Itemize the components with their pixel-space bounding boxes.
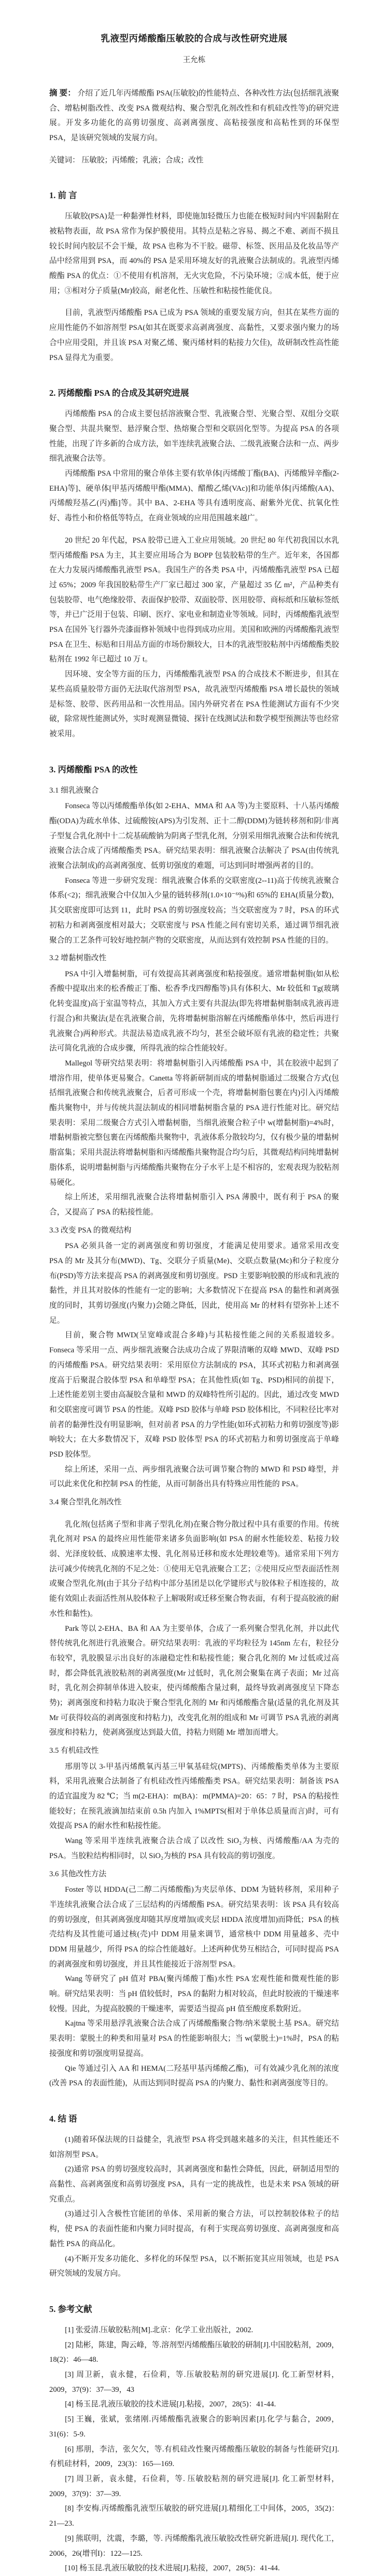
- paragraph: Foster 等以 HDDA(己二醇二丙烯酸酯)为夹层单体、DDM 为链转移剂，采用种子半连续乳液聚合法合成了三层结构的丙烯酸酯 PSA。研究结果表明：该 PSA 具有较高的剪切强度，但其剥离强度却随其厚度增加(或夹层 HDDA 浓度增加)而降低；PSA 的核壳结构及其性能可通过核(壳)中 DDM 用量来调节，通常核中 DDM 用量越多、壳中 DDM 用量越少，所得 PSA 的综合性能越好。上述两种优势互相结合，可同时提高 PSA 的剥离强度和剪切强度，并且其性能接近于溶剂型 PSA。: [49, 1886, 339, 1969]
- paragraph: Qie 等通过引入 AA 和 HEMA(二羟基甲基丙烯酸乙酯)，可有效减少乳化剂的浓度(改善 PSA 的表面性能)，从而达到同时提高 PSA 的内聚力、黏性和剥离强度等目的。: [49, 2064, 339, 2088]
- subsection-heading: 3.5 有机硅改性: [49, 1747, 99, 1755]
- paragraph: (3)通过引入含极性官能团的单体、采用新的聚合方法，可以控制胶体粒子的结构，使 PSA 的表面性能和内聚力同时提高，有利于实现高剪切强度、高剥离强度和高黏性 PSA 的商品化。: [49, 2210, 339, 2248]
- reference-item: [8] 李安梅.丙烯酸酯乳液型压敏胶的研究进展[J].精细化工中间体，2005，35(2)：21—23.: [49, 2504, 339, 2528]
- subsection-heading: 3.3 改变 PSA 的微观结构: [49, 1226, 132, 1235]
- reference-item: [1] 张爱清.压敏胶粘剂[M].北京：化学工业出版社，2002.: [65, 2325, 254, 2334]
- keywords-label: 关键词：: [49, 156, 80, 164]
- reference-item: [5] 王巍，张斌，张绪刚.丙烯酸酯乳液聚合的影响因素[J].化学与黏合，2009，31(6)：5-9.: [49, 2415, 339, 2439]
- section-heading: 5. 参考文献: [49, 2304, 92, 2314]
- paragraph: Wang 等采用半连续乳液聚合法合成了以改性 SiO₂为核、丙烯酸酯/AA 为壳的 PSA。当胶粒结构相同时，以 SiO₂为核的 PSA 具有较高的剪切强度。: [49, 1837, 339, 1860]
- section-heading: 4. 结 语: [49, 2113, 77, 2124]
- subsection-heading: 3.6 其他改性方法: [49, 1869, 107, 1878]
- paper-title: 乳液型丙烯酸酯压敏胶的合成与改性研究进展: [101, 33, 288, 44]
- article-body: [49, 189, 339, 2576]
- paragraph: Park 等以 2-EHA、BA 和 AA 为主要单体，合成了一系列聚合型乳化剂，并以此代替传统乳化剂进行乳液聚合。研究结果表明：乳液的平均粒径为 145nm 左右，粒径分布较窄，乳胶膜显示出良好的冻融稳定性和粘接性能；聚合乳化剂的 Mr 过低或过高时，都会降低乳液胶粘剂的剥离强度(Mr 过低时，乳化剂会聚集在离子表面；Mr 过高时，乳化剂会抑制单体进入胶束，使丙烯酸酯含量过剩，最终导致剥离强度呈下降态势)；剥离强度和持粘力取决于聚合型乳化剂的 Mr 和丙烯酸酯含量(适量的乳化剂及其 Mr 可获得较高的剥离强度和持粘力)，改变乳化剂的组成和 Mr 可调节 PSA 乳液的剥离强度和持粘力，使剥离强度达到最大值，持粘力则随 Mr 增加而增大。: [49, 1624, 339, 1737]
- reference-item: [2] 陆彬，陈建，陶云峰，等.溶剂型丙烯酸酯压敏胶的研制[J].中国胶粘剂，2009，18(2)：46—48.: [49, 2340, 339, 2364]
- paragraph: Fonseca 等以丙烯酸酯单体(如 2-EHA、MMA 和 AA 等)为主要原料、十八基丙烯酸酯(ODA)为疏水单体、过硫酸铵(APS)为引发剂、正十二醇(DDM)为链转移剂和阴/非离子型复合乳化剂中十二烷基硫酸钠为阴离子型乳化剂，分别采用细乳液聚合法和传统乳液聚合法合成了丙烯酸酯类 PSA。研究结果表明：细乳液聚合法解决了 PSA(由传统乳液聚合法制成)的高剥离强度、低剪切强度的难题，可达到同时增强两者的目的。: [49, 802, 339, 870]
- paragraph: 综上所述，采用一点、两步细乳液聚合法可调节聚合物的 MWD 和 PSD 峰型，并可以此来优化和控制 PSA 的性能，从而可制备出具有特殊应用性能的 PSA。: [49, 1465, 339, 1489]
- subsection-heading: 3.4 聚合型乳化剂改性: [49, 1498, 122, 1507]
- reference-item: [3] 周卫新，袁永健，石俭莉，等.压敏胶粘剂的研究进展[J]. 化工新型材料，2009，37(9)：37—39，43: [49, 2371, 339, 2394]
- keywords-text: 压敏胶；丙烯酸；乳液；合成；改性: [81, 156, 204, 164]
- reference-item: [9] 熊联明，沈震，李璐，等. 丙烯酸酯乳液压敏胶改性研究新进展[J]. 现代化工，2006，26(增刊I)：122—125.: [49, 2534, 339, 2558]
- reference-item: [4] 杨玉昆.乳液压敏胶的技术进展[J].粘接，2007，28(5)：41-44.: [65, 2400, 276, 2409]
- paragraph: Mallegol 等研究结果表明：将增黏树脂引入丙烯酸酯 PSA 中，其在胶液中起到了增溶作用，使单体更易聚合。Canetta 等将新研制而成的增黏树脂通过二级聚合方式(包括细乳液聚合和传统乳液聚合，后者可形成一个壳，将增黏树脂包裹在内)引入丙烯酸酯共聚物中，并与传统共混法制成的相同增黏树脂含量的 PSA 进行性能对比。研究结果表明：采用二级聚合方式引入增黏树脂，当细乳液聚合粒子中 w(增黏树脂)=4%时，增黏树脂被完整包裹在丙烯酸酯共聚物中，乳液体系分散较均匀，仅有极少量的增黏树脂富集；采用共混法将增黏树脂和丙烯酸酯共聚物混合均匀后，其微观结构同纯增黏树脂体系，说明增黏树脂与丙烯酸酯共聚物在分子水平上是不相容的，宏观表现为胶粘剂易硬化。: [49, 1059, 339, 1187]
- reference-item: [6] 邢朋，李洁，张欠欠，等.有机硅改性聚丙烯酸酯压敏胶的制备与性能研究[J]. 有机硅材料，2009，23(3)：165—169.: [49, 2445, 339, 2469]
- section-heading: 2. 丙烯酸酯 PSA 的合成及其研究进展: [49, 388, 189, 398]
- paragraph: (1)随着环保法规的日益健全，乳液型 PSA 将受到越来越多的关注，但其性能还不如溶剂型 PSA。: [49, 2135, 339, 2159]
- abstract-label: 摘 要：: [49, 89, 76, 98]
- reference-item: [10] 杨玉昆.乳液压敏胶的技术进展[J].粘接，2007，28(5)：41-44.: [65, 2564, 280, 2573]
- paragraph: 邢朋等以 3-甲基丙烯酰氧丙基三甲氧基硅烷(MPTS)、丙烯酸酯类单体为主要原料，采用乳液聚合法制备了有机硅改性丙烯酸酯类 PSA。研究结果表明：制备该 PSA 的适宜温度为 82 ℃；当 m(2-EHA)：m(BA)：m(PMMA)=20：65：7 时，PSA 的粘接性能较好；在预乳液滴加结束前 0.5h 内加入 1%MPTS(相对于单体总质量而言)时，可有效提高 PSA 的耐水性和粘接性能。: [49, 1762, 339, 1831]
- paragraph: PSA 中引入增黏树脂，可有效提高其剥离强度和粘接强度。通常增黏树脂(如从松香酸中提取出来的松香酸正丁酯、松香季戊四醇酯等)具有体积大、Mr 较低和 Tg(玻璃化转变温度)高于室温等特点，其加入方式主要有共混法(即先将增黏树脂制成乳液再进行混合)和共聚法(是在乳液聚合前，先将增黏树脂溶解在丙烯酸酯单体中，然后再进行乳液聚合)两种形式。共混法易造成乳液不均匀，甚至会破坏原有乳液的稳定性；共聚法可简化乳液的合成步骤，所得乳液的综合性能较好。: [49, 970, 339, 1053]
- section-heading: 1. 前 言: [49, 190, 77, 201]
- keywords: [49, 153, 339, 168]
- subsection-heading: 3.1 细乳液聚合: [49, 786, 99, 795]
- paragraph: 丙烯酸酯 PSA 的合成主要包括溶液聚合型、乳液聚合型、光聚合型、双组分交联聚合型、共混共聚型、悬浮聚合型、热熔聚合型和交联固化型等。为提高 PSA 的各项性能，出现了许多新的合成方法，如半连续乳液聚合法、二级乳液聚合法和一点、两步细乳液聚合法等。: [49, 410, 339, 463]
- paragraph: 因环境、安全等方面的压力，丙烯酸酯乳液型 PSA 的合成技术不断进步，但其在某些高质量胶带方面仍无法取代溶剂型 PSA，故乳液型丙烯酸酯 PSA 增长最快的领域是标签、胶带、医药用品和一次性用品。国内外研究者在 PSA 性能测试方面有不少突破，除常规性能测试外，实时观测显微镜、探针在线测试法和数学模型预测法等也经常被采用。: [49, 670, 339, 738]
- paragraph: 目前，聚合物 MWD(呈宽峰或混合多峰)与其粘接性能之间的关系报道较多。Fonseca 等采用一点、两步细乳液聚合法成功合成了界限清晰的双峰 MWD、双峰 PSD 的丙烯酸酯 PSA。研究结果表明：采用原位方法制成的 PSA，其环式初粘力和剥离强度高于后聚混合胶体型 PSA 和单峰型 PSA；在其他性质(如 Tg、PSD)相同的前提下，上述性能差别主要由高凝胶含量和 MWD 的双峰特性所引起的。因此，通过改变 MWD 和交联密度可调节 PSA 的性能。双峰 PSD 胶体与单峰 PSD 胶体相比，不同粒径比率对前者的黏弹性没有明显影响，但对前者 PSA 的力学性能(如环式初粘力和剪切强度等)影响较大；在大多数情况下，双峰 PSD 胶体型 PSA 的环式初粘力和剪切强度高于单峰 PSD 胶体型。: [49, 1331, 339, 1459]
- paper-author: 王允栋: [182, 56, 206, 64]
- paragraph: 丙烯酸酯 PSA 中常用的聚合单体主要有软单体[丙烯酸丁酯(BA)、丙烯酸异辛酯(2-EHA)等]、硬单体[甲基丙烯酸甲酯(MMA)、醋酸乙烯(VAc)]和功能单体[丙烯酸(AA)、丙烯酸羟基乙(丙)酯]等。其中 BA、2-EHA 等具有透明度高、耐紫外光优、抗氧化性好、毒性小和价格低等特点，在商业领域的应用范围越来越广。: [49, 469, 339, 523]
- paragraph: (2)通常 PSA 的剪切强度较高时，其剥离强度和黏性会降低，因此，研制适用型的高黏性、高剥离强度和高剪切强度 PSA，具有一定的挑战性，也是未来 PSA 领域的研究重点。: [49, 2165, 339, 2204]
- paragraph: 目前，乳液型丙烯酸酯 PSA 已成为 PSA 领域的重要发展方向，但其在某些方面的应用性能仍不如溶剂型 PSA(如其在既要求高剥离强度、高黏性，又要求强内聚力的场合中应用受阻，并且该 PSA 对聚乙烯、聚丙烯材料的粘接力欠佳)，故研制改性高性能 PSA 显得尤为重要。: [49, 309, 339, 362]
- paragraph: (4)不断开发多功能化、多样化的环保型 PSA，以不断拓宽其应用领域，也是 PSA 研究领域的发展方向。: [49, 2254, 339, 2278]
- paragraph: 压敏胶(PSA)是一种黏弹性材料，即使施加轻微压力也能在极短时间内牢固黏附在被粘物表面，故 PSA 常作为保护膜使用。其特点是粘之容易、揭之不难、剥而不损且较长时间内胶层不会干燥，故 PSA 也称为不干胶。磁带、标签、医用品及化妆品等产品中经常用到 PSA，而 40%的 PSA 是采用环境友好的乳液聚合法制成的。乳液型丙烯酸酯 PSA 的优点：①不使用有机溶剂，无火灾危险，不污染环境；②成本低，便于应用；③相对分子质量(Mr)较高，耐老化性、压敏性和粘接性能优良。: [49, 212, 339, 295]
- section-heading: 3. 丙烯酸酯 PSA 的改性: [49, 764, 138, 774]
- paragraph: 20 世纪 20 年代起，PSA 胶带已进入工业应用领域。20 世纪 80 年代初我国以水乳型丙烯酸酯 PSA 为主，其主要应用场合为 BOPP 包装胶粘带的生产。近年来，各国都在大力发展丙烯酸酯乳液型 PSA。我国生产的各类 PSA 中，丙烯酸酯乳液型 PSA 已超过 65%；2009 年我国胶粘带生产厂家已超过 300 家，产量超过 35 亿 m²，产品种类有包装胶带、电气绝缘胶带、表面保护胶带、双面胶带、医用胶带、商标纸和压敏标签纸等，并已广泛用于包装、印刷、医疗、家电业和制造业等领域。同时，丙烯酸酯乳液型 PSA 在国外飞行器外壳漆面修补领域中也得到成功应用。美国和欧洲的丙烯酸酯乳液型 PSA 在卫生、标贴和日用品方面的市场份额较大，日本的乳液型胶粘剂中丙烯酸酯类胶粘剂在 1992 年已超过 10 万 t。: [49, 536, 339, 664]
- abstract-text: 介绍了近几年丙烯酸酯 PSA(压敏胶)的性能特点、各种改性方法(包括细乳液聚合、增粘树脂改性、改变 PSA 微观结构、聚合型乳化剂改性和有机硅改性等)的研究进展。开发多功能化的高剪切强度、高剥离强度、高粘接强度和高粘性到的环保型 PSA，是该研究领域的发展方向。: [49, 89, 340, 142]
- paragraph: Wang 等研究了 pH 值对 PBA(聚丙烯酸丁酯)水性 PSA 宏观性能和微观性能的影响。研究结果表明：当 pH 值较低时，PSA 的黏附力相对较高，但此时胶液的干燥速率较慢。因此，为提高胶膜的干燥速率，需要适当提高 pH 值至酸度系数附近。: [49, 1975, 339, 2013]
- abstract: [49, 86, 339, 145]
- reference-item: [7] 周卫新，袁永健，石俭莉，等. 压敏胶粘剂的研究进展[J]. 化工新型材料，2009，37(9)：37—39.: [49, 2475, 339, 2498]
- subsection-heading: 3.2 增黏树脂改性: [49, 954, 107, 963]
- paragraph: 综上所述，采用细乳液聚合法将增黏树脂引入 PSA 薄膜中，既有利于 PSA 的聚合，又提高了 PSA 的粘接性能。: [49, 1193, 339, 1216]
- paragraph: Kajtna 等采用悬浮乳液聚合法合成了丙烯酸酯聚合物/纳米蒙脱土基 PSA。研究结果表明：蒙脱土的种类和用量对 PSA 的性能影响很大；当 w(蒙脱土)=1%时，PSA 的粘接强度和剪切强度明显提高。: [49, 2019, 339, 2058]
- paragraph: PSA 必须具备一定的剥离强度和剪切强度，才能满足使用要求。通常采用改变 PSA 的 Mr 及其分布(MWD)、Tg、交联分子质量(Me)、交联点数量(Mc)和分子粒度分布(PSD)等方法来提高 PSA 的剥离强度和剪切强度。PSD 主要影响胶膜的形成和乳液的黏性，并且其对胶体的性能有一定的影响；大多数情况下在提高 PSA 的黏性和剥离强度的同时，其剪切强度(内聚力)会随之降低，因此，使用高 Mr 的材料有望弥补上述不足。: [49, 1242, 339, 1325]
- paragraph: 乳化剂(包括离子型和非离子型乳化剂)在聚合物分散过程中具有重要的作用。传统乳化剂对 PSA 的最终应用性能带来诸多负面影响(如 PSA 的耐水性能较差、粘接力较弱、光泽度较低、成膜速率太慢、乳化剂易迁移和废水处理较难等)。通常采用下列方法可减少传统乳化剂的不足之处：①使用无皂乳液聚合工艺；②使用反应型表面活性剂或聚合型乳化剂(由于其分子结构中部分基团是以化学键形式与胶体粒子相连接的，故能有效阻止表面活性剂从胶体粒子上解吸附或迁移至聚合物表面，有利于提高胶液的耐水性和黏性)。: [49, 1520, 339, 1618]
- paragraph: Fonseca 等进一步研究发现：细乳液聚合体系的交联密度(2--11)高于传统乳液聚合体系(<2)；细乳液聚合中仅加入少量的链转移剂(1.0×10⁻⁶%)和 65%的 EHA(质量分数)，其交联密度即可达到 11，此时 PSA 的剪切强度较高；当交联密度为 7 时，PSA 的环式初粘力和剥离强度相对最大；交联密度与 PSA 性能之间有密切关系，通过调节细乳液聚合的工艺条件可较好地控制产物的交联密度，从而达到有效控制 PSA 性能的目的。: [49, 876, 339, 945]
